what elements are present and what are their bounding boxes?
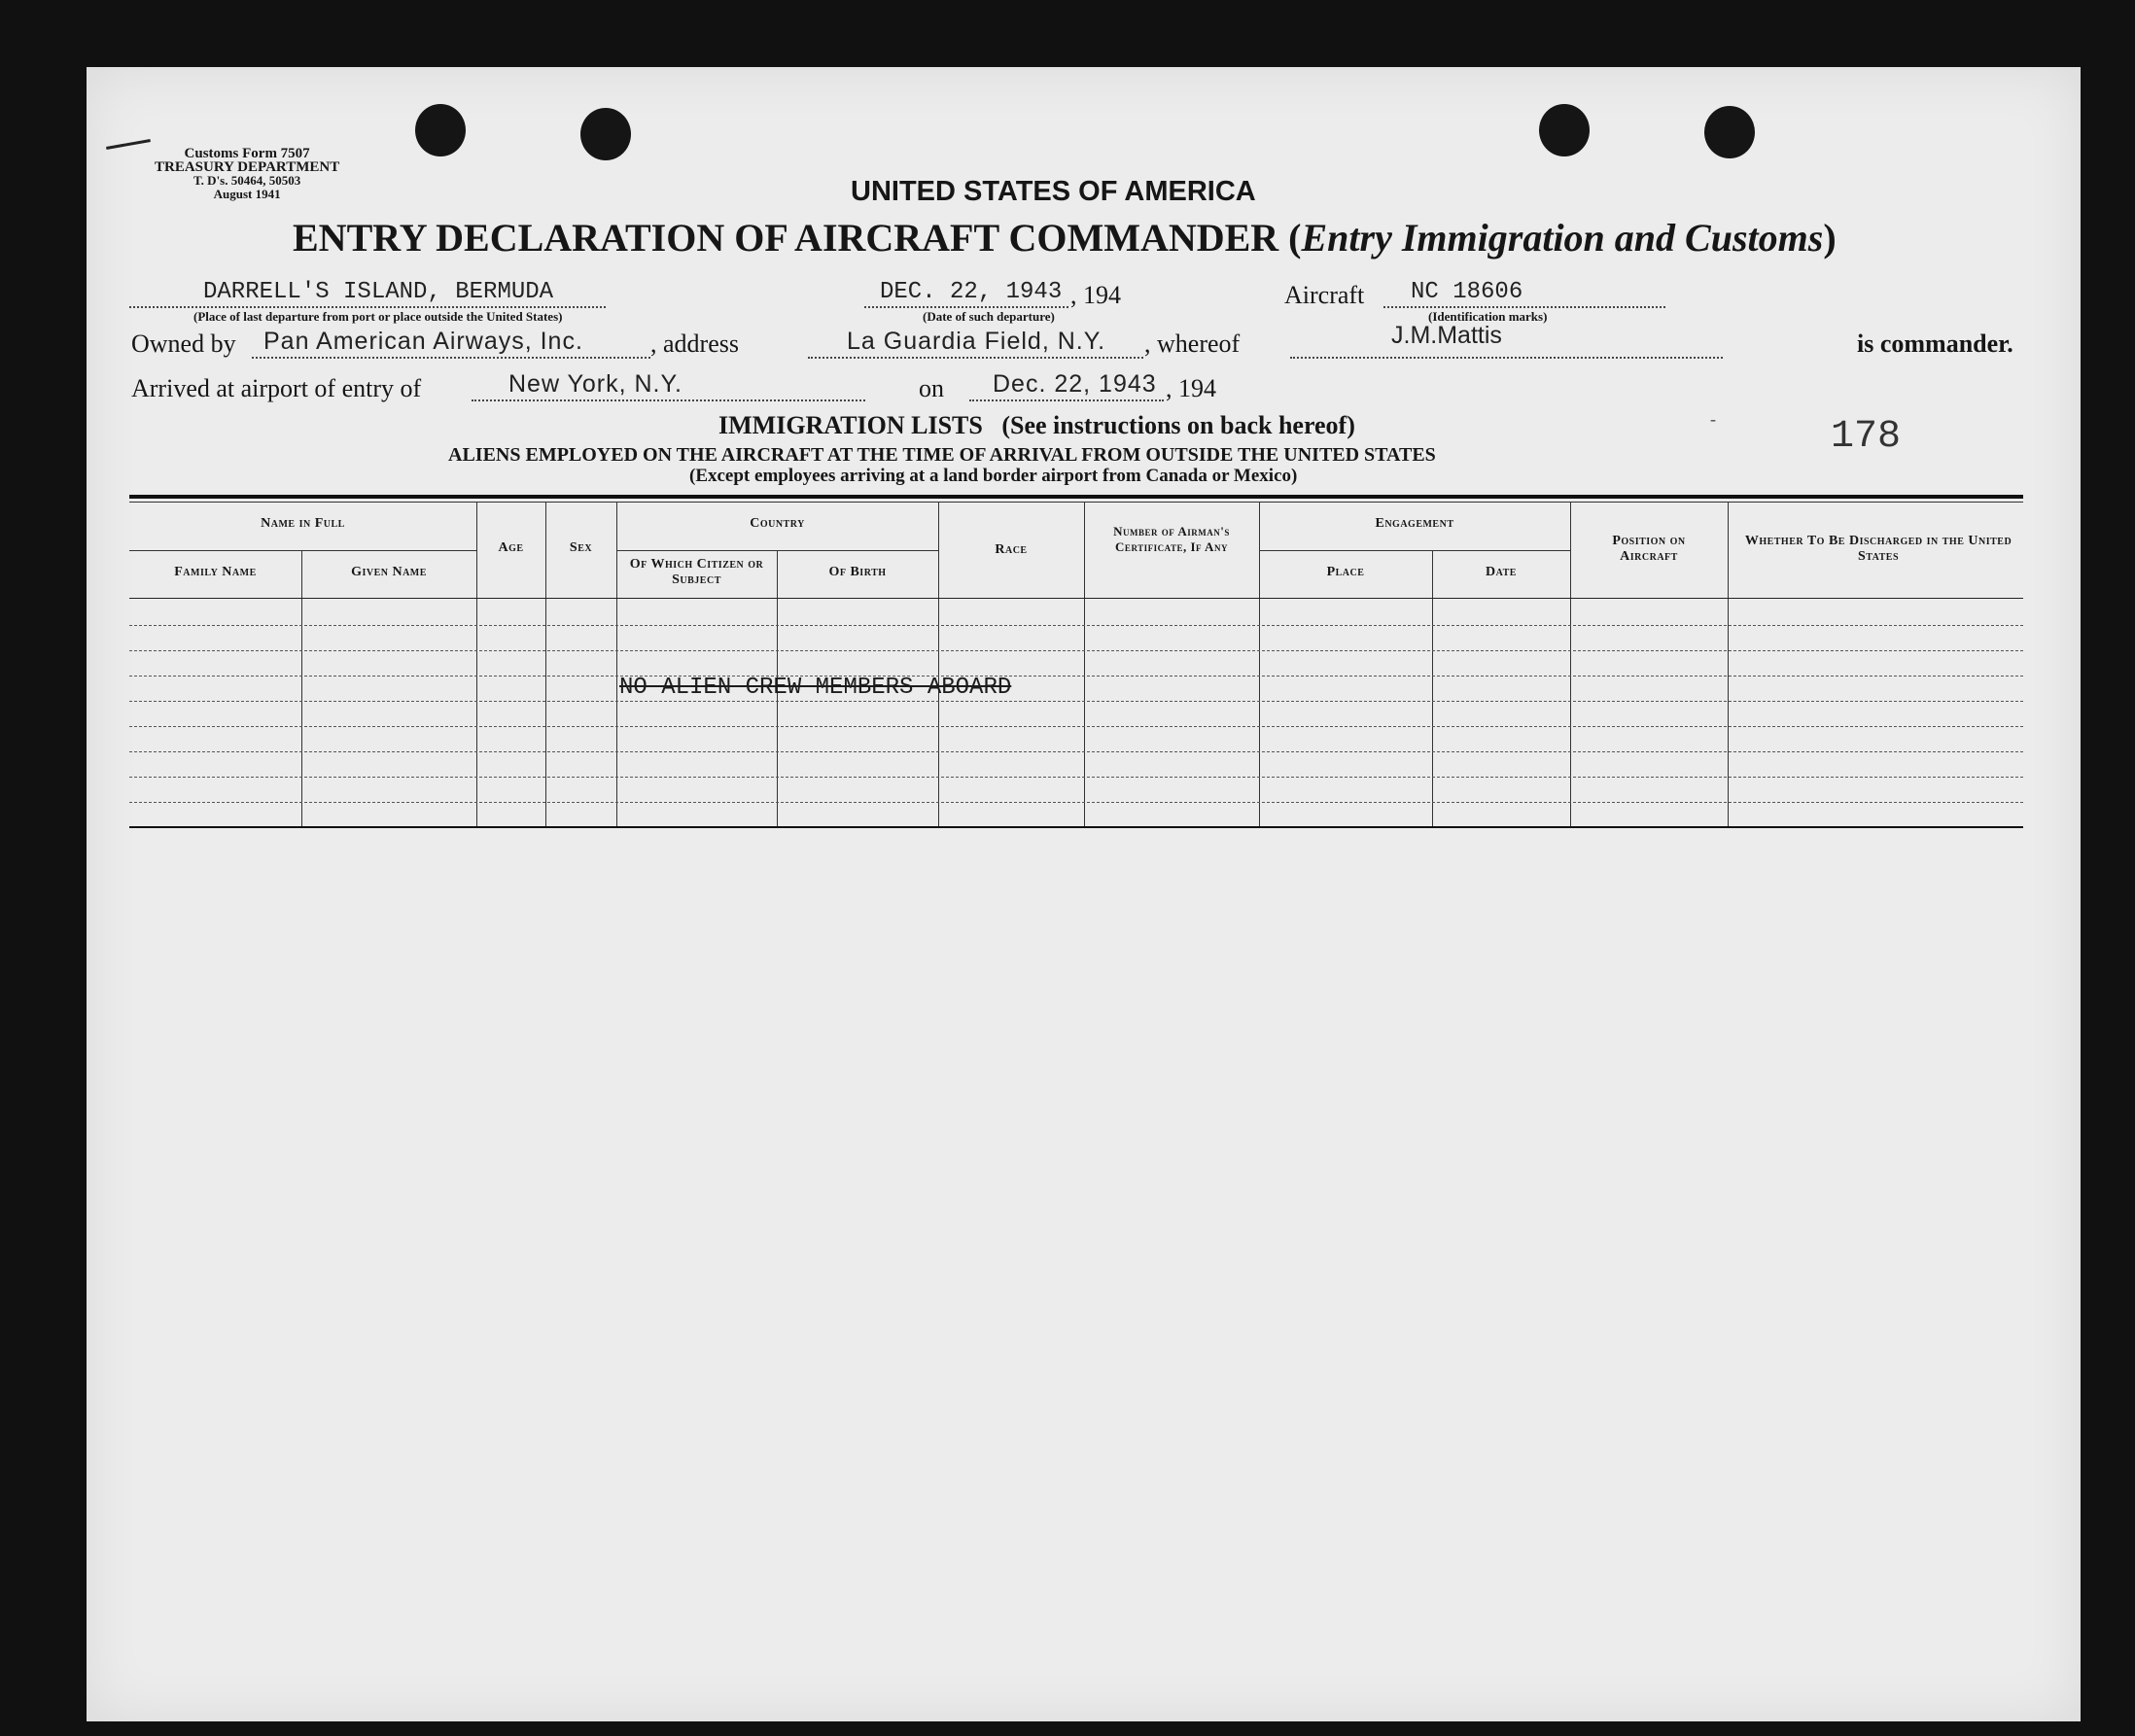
crew-hdr-date: Date [1486, 565, 1517, 579]
crew-row-line [129, 676, 2023, 677]
crew-title-text: IMMIGRATION LISTS [718, 411, 983, 439]
crew-row-line [129, 650, 2023, 651]
form-title [293, 215, 1837, 260]
crew-hdr-citizen: Of Which Citizen or Subject [629, 557, 764, 587]
crew-subtitle: ALIENS EMPLOYED ON THE AIRCRAFT AT THE TIME OF ARRIVAL FROM OUTSIDE THE UNITED STATES [448, 444, 1436, 466]
address-line [808, 357, 1143, 359]
form-number: Customs Form 7507 [184, 146, 310, 161]
crew-divider [1432, 550, 1433, 826]
departure-place-caption: (Place of last departure from port or place outside the United States) [193, 309, 563, 324]
crew-hdr-place: Place [1326, 565, 1365, 579]
form-title-italic: Entry Immigration and Customs [1301, 216, 1824, 260]
crew-hdr-sex: Sex [569, 540, 593, 555]
departure-year: , 194 [1070, 281, 1121, 309]
owner-value: Pan American Airways, Inc. [263, 328, 583, 355]
crew-hdr-given: Given Name [351, 565, 427, 579]
crew-hdr-birth: Of Birth [828, 565, 887, 579]
crew-table-bottom [129, 826, 2023, 828]
form-title-main: ENTRY DECLARATION OF AIRCRAFT COMMANDER ( [293, 216, 1302, 260]
address-label: , address [650, 330, 739, 358]
aircraft-line [1383, 306, 1665, 308]
pen-mark [106, 139, 151, 150]
crew-hdr-family: Family Name [174, 565, 257, 579]
crew-hdr-discharged: Whether To Be Discharged in the United States [1744, 534, 2012, 564]
pencil-mark: - [1710, 409, 1716, 429]
aircraft-label: Aircraft [1284, 281, 1365, 309]
form-title-close: ) [1823, 216, 1837, 260]
crew-table-top-inner [129, 502, 2023, 503]
crew-hdr-name: Name in Full [261, 516, 345, 531]
form-date: August 1941 [213, 187, 281, 201]
arrival-label: Arrived at airport of entry of [131, 374, 422, 402]
aircraft-caption: (Identification marks) [1428, 309, 1548, 324]
crew-hdr-certificate: Number of Airman's Certificate, If Any [1113, 524, 1230, 554]
department: TREASURY DEPARTMENT [155, 159, 340, 175]
crew-hdr-engagement: Engagement [1375, 516, 1454, 531]
owner-line [252, 357, 650, 359]
page-number: 178 [1831, 415, 1902, 459]
crew-hdr-country: Country [750, 516, 805, 531]
punch-hole [1704, 106, 1755, 158]
form-info [155, 147, 339, 201]
departure-place: DARRELL'S ISLAND, BERMUDA [203, 279, 554, 305]
whereof-label: , whereof [1144, 330, 1241, 358]
crew-subheader-rule [1259, 550, 1570, 551]
arrival-airport-line [472, 399, 865, 401]
address-value: La Guardia Field, N.Y. [847, 328, 1106, 355]
aircraft-id: NC 18606 [1411, 279, 1523, 305]
arrival-on-label: on [919, 374, 944, 402]
arrival-year: , 194 [1166, 374, 1216, 402]
crew-row-line [129, 802, 2023, 803]
crew-row-line [129, 625, 2023, 626]
crew-header-bottom [129, 598, 2023, 599]
form-sheet [87, 67, 2081, 1721]
punch-hole [580, 108, 631, 160]
crew-title-note: (See instructions on back hereof) [1001, 411, 1355, 439]
departure-place-line [129, 306, 606, 308]
country-heading: UNITED STATES OF AMERICA [851, 176, 1256, 207]
crew-subheader-rule [129, 550, 476, 551]
crew-row-line [129, 726, 2023, 727]
departure-date-caption: (Date of such departure) [923, 309, 1055, 324]
crew-row-line [129, 751, 2023, 752]
crew-hdr-position: Position on Aircraft [1612, 534, 1686, 564]
punch-hole [415, 104, 466, 156]
crew-row-line [129, 701, 2023, 702]
arrival-date: Dec. 22, 1943 [993, 370, 1157, 398]
crew-title [718, 411, 1355, 440]
crew-note: (Except employees arriving at a land border airport from Canada or Mexico) [689, 466, 1298, 486]
crew-subheader-rule [616, 550, 938, 551]
commander-suffix: is commander. [1857, 330, 2013, 358]
crew-hdr-race: Race [995, 542, 1028, 557]
owner-label: Owned by [131, 330, 236, 358]
crew-table-top [129, 495, 2023, 499]
departure-date: DEC. 22, 1943 [880, 279, 1063, 305]
arrival-airport: New York, N.Y. [508, 370, 682, 398]
crew-entry: NO ALIEN CREW MEMBERS ABOARD [619, 675, 1012, 701]
commander-line [1290, 357, 1723, 359]
punch-hole [1539, 104, 1590, 156]
arrival-date-line [969, 399, 1164, 401]
crew-hdr-age: Age [498, 540, 524, 555]
crew-divider [301, 550, 302, 826]
treasury-decisions: T. D's. 50464, 50503 [192, 173, 301, 188]
crew-row-line [129, 777, 2023, 778]
departure-date-line [864, 306, 1068, 308]
commander-name: J.M.Mattis [1391, 322, 1502, 349]
